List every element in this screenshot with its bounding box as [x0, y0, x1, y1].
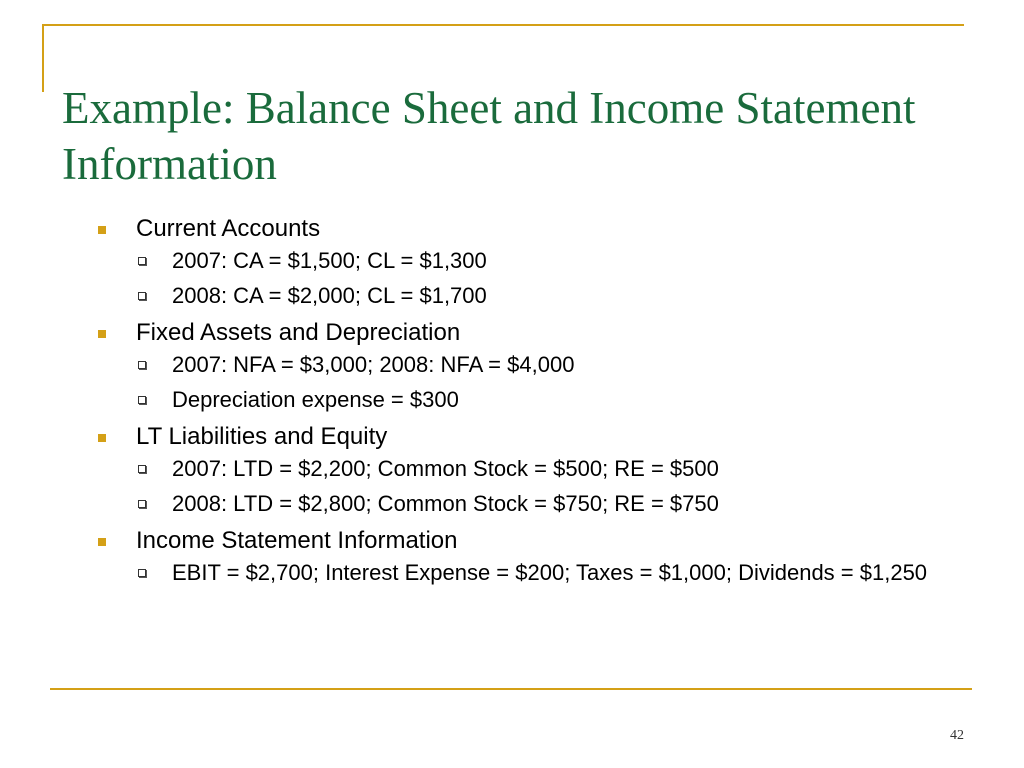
- sub-bullet-text: 2007: LTD = $2,200; Common Stock = $500; RE = $500: [172, 456, 719, 481]
- sub-bullet-text: 2007: NFA = $3,000; 2008: NFA = $4,000: [172, 352, 575, 377]
- sub-bullet-text: EBIT = $2,700; Interest Expense = $200; Taxes = $1,000; Dividends = $1,250: [172, 560, 928, 585]
- hollow-square-bullet-icon: [138, 257, 146, 265]
- sub-bullet: [98, 388, 978, 412]
- square-bullet-icon: [98, 434, 106, 442]
- bullet-heading: LT Liabilities and Equity: [136, 423, 388, 450]
- sub-bullet: [98, 249, 978, 273]
- bullet-fixed-assets: [98, 319, 978, 347]
- sub-bullet: [98, 561, 978, 585]
- bullet-heading: Income Statement Information: [136, 527, 458, 554]
- hollow-square-bullet-icon: [138, 396, 146, 404]
- slide-title: Example: Balance Sheet and Income Statement Information: [62, 83, 916, 189]
- frame-top-rule: [42, 24, 964, 26]
- hollow-square-bullet-icon: [138, 292, 146, 300]
- sub-bullet-text: 2007: CA = $1,500; CL = $1,300: [172, 248, 487, 273]
- hollow-square-bullet-icon: [138, 361, 146, 369]
- sub-bullet-text: Depreciation expense = $300: [172, 387, 459, 412]
- hollow-square-bullet-icon: [138, 569, 146, 577]
- frame-left-rule: [42, 24, 44, 92]
- hollow-square-bullet-icon: [138, 500, 146, 508]
- square-bullet-icon: [98, 538, 106, 546]
- page-number: 42: [950, 728, 964, 743]
- sub-bullet: [98, 284, 978, 308]
- bullet-heading: Current Accounts: [136, 215, 321, 242]
- sub-bullet-text: 2008: LTD = $2,800; Common Stock = $750; RE = $750: [172, 491, 719, 516]
- bullet-current-accounts: [98, 215, 978, 243]
- slide-content: [98, 215, 978, 596]
- square-bullet-icon: [98, 226, 106, 234]
- bullet-lt-liabilities: [98, 423, 978, 451]
- bullet-heading: Fixed Assets and Depreciation: [136, 319, 461, 346]
- sub-bullet: [98, 457, 978, 481]
- footer-rule: [50, 688, 972, 690]
- hollow-square-bullet-icon: [138, 465, 146, 473]
- sub-bullet: [98, 492, 978, 516]
- square-bullet-icon: [98, 330, 106, 338]
- sub-bullet-text: 2008: CA = $2,000; CL = $1,700: [172, 283, 487, 308]
- sub-bullet: [98, 353, 978, 377]
- bullet-income-statement: [98, 527, 978, 555]
